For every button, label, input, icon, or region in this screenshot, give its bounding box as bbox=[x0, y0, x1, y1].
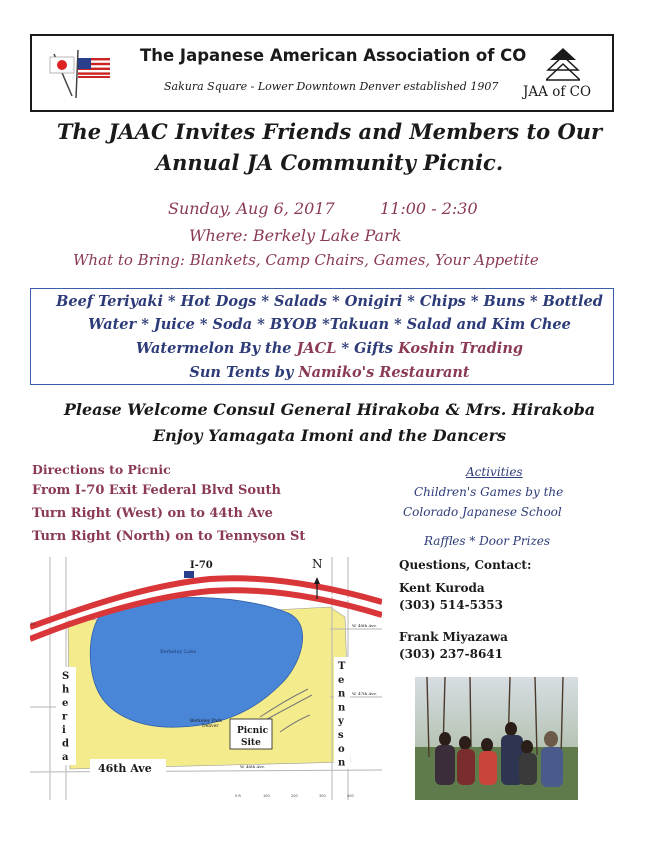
sheridan-street-label-letter: d bbox=[62, 738, 69, 750]
organization-abbreviation: JAA of CO bbox=[523, 84, 592, 100]
sheridan-street-label-letter: i bbox=[62, 725, 66, 736]
sun-tents-text: Sun Tents by bbox=[189, 364, 299, 381]
scale-tick-label: 300 bbox=[319, 794, 326, 798]
highway-shield-icon bbox=[184, 571, 194, 578]
event-date: Sunday, Aug 6, 2017 bbox=[168, 199, 335, 218]
what-to-bring: What to Bring: Blankets, Camp Chairs, Games, Your Appetite bbox=[73, 251, 539, 269]
activity-line-2: Colorado Japanese School bbox=[403, 505, 562, 519]
park-small-label: Berkeley Park bbox=[190, 719, 222, 724]
tennyson-street-label-letter: s bbox=[338, 730, 344, 741]
route-72-label: 72 bbox=[30, 621, 36, 626]
namikos-restaurant-text: Namiko's Restaurant bbox=[298, 364, 470, 381]
46th-ave-label: 46th Ave bbox=[98, 762, 152, 775]
direction-step: Turn Right (North) on to Tennyson St bbox=[32, 529, 306, 544]
scale-tick-label: 100 bbox=[263, 794, 270, 798]
w47-small-label: W. 47th Ave. bbox=[352, 691, 378, 696]
organization-name: The Japanese American Association of CO bbox=[140, 46, 527, 65]
welcome-line-1: Please Welcome Consul General Hirakoba & Mrs. Hirakoba bbox=[63, 400, 596, 419]
tennyson-street-label-letter: o bbox=[338, 743, 345, 755]
picnic-label: Picnic bbox=[237, 726, 269, 736]
event-location: Where: Berkely Lake Park bbox=[189, 226, 402, 245]
contact-phone: (303) 514-5353 bbox=[399, 598, 504, 612]
menu-line-4 bbox=[0, 364, 659, 381]
group-photo bbox=[415, 677, 578, 800]
tennyson-street-label-letter: n bbox=[338, 757, 346, 769]
association-header bbox=[30, 34, 614, 112]
tennyson-street-label-letter: e bbox=[338, 674, 345, 686]
denver-small-label: Denver bbox=[202, 724, 219, 729]
tennyson-street-label-letter: n bbox=[338, 688, 346, 700]
activity-line-1: Children's Games by the bbox=[414, 485, 564, 499]
sheridan-street-label-letter: S bbox=[62, 671, 70, 682]
koshin-trading-text: Koshin Trading bbox=[398, 340, 523, 357]
i70-label: I-70 bbox=[190, 560, 213, 571]
directions-heading: Directions to Picnic bbox=[32, 462, 171, 477]
invitation-title-line-2: Annual JA Community Picnic. bbox=[155, 150, 504, 175]
activities-heading: Activities bbox=[466, 465, 523, 479]
invitation-title-line-1: The JAAC Invites Friends and Members to Our bbox=[56, 119, 603, 144]
scale-tick-label: 0 ft bbox=[235, 794, 241, 798]
watermelon-text: Watermelon By the bbox=[136, 340, 297, 357]
park-map bbox=[30, 557, 382, 800]
contact-heading: Questions, Contact: bbox=[399, 558, 532, 572]
north-label: N bbox=[312, 557, 323, 571]
direction-step: From I-70 Exit Federal Blvd South bbox=[32, 483, 281, 498]
tennyson-street-label-letter: n bbox=[338, 702, 346, 714]
activity-line-3: Raffles * Door Prizes bbox=[424, 534, 551, 548]
pagoda-logo-icon bbox=[546, 46, 580, 82]
scale-tick-label: 200 bbox=[291, 794, 298, 798]
direction-step: Turn Right (West) on to 44th Ave bbox=[32, 506, 273, 521]
w48-small-label: W. 48th Ave. bbox=[352, 623, 378, 628]
organization-subtitle: Sakura Square - Lower Downtown Denver established 1907 bbox=[164, 80, 499, 93]
sheridan-street-label-letter: r bbox=[62, 711, 68, 723]
menu-line-1: Beef Teriyaki * Hot Dogs * Salads * Onigiri * Chips * Buns * Bottled bbox=[56, 293, 603, 310]
menu-line-2: Water * Juice * Soda * BYOB *Takuan * Salad and Kim Chee bbox=[88, 316, 571, 333]
japan-usa-flags-icon bbox=[48, 48, 114, 100]
welcome-line-2: Enjoy Yamagata Imoni and the Dancers bbox=[152, 426, 506, 445]
sheridan-street-label-letter: h bbox=[62, 684, 70, 696]
event-time: 11:00 - 2:30 bbox=[380, 199, 478, 218]
tennyson-street-label-letter: T bbox=[338, 661, 346, 672]
sheridan-street-label-letter: a bbox=[62, 752, 69, 763]
gifts-text: * Gifts bbox=[336, 340, 399, 357]
menu-line-3 bbox=[0, 340, 659, 357]
lake-label: Berkeley Lake bbox=[160, 649, 197, 655]
site-label: Site bbox=[241, 738, 261, 748]
contact-name: Frank Miyazawa bbox=[399, 630, 508, 644]
jacl-text: JACL bbox=[296, 340, 337, 357]
contact-name: Kent Kuroda bbox=[399, 581, 485, 595]
w46-small-label: W. 46th Ave. bbox=[240, 764, 266, 769]
scale-tick-label: 400 bbox=[347, 794, 354, 798]
contact-phone: (303) 237-8641 bbox=[399, 647, 504, 661]
tennyson-street-label-letter: y bbox=[338, 716, 344, 728]
sheridan-street-label-letter: e bbox=[62, 698, 69, 709]
